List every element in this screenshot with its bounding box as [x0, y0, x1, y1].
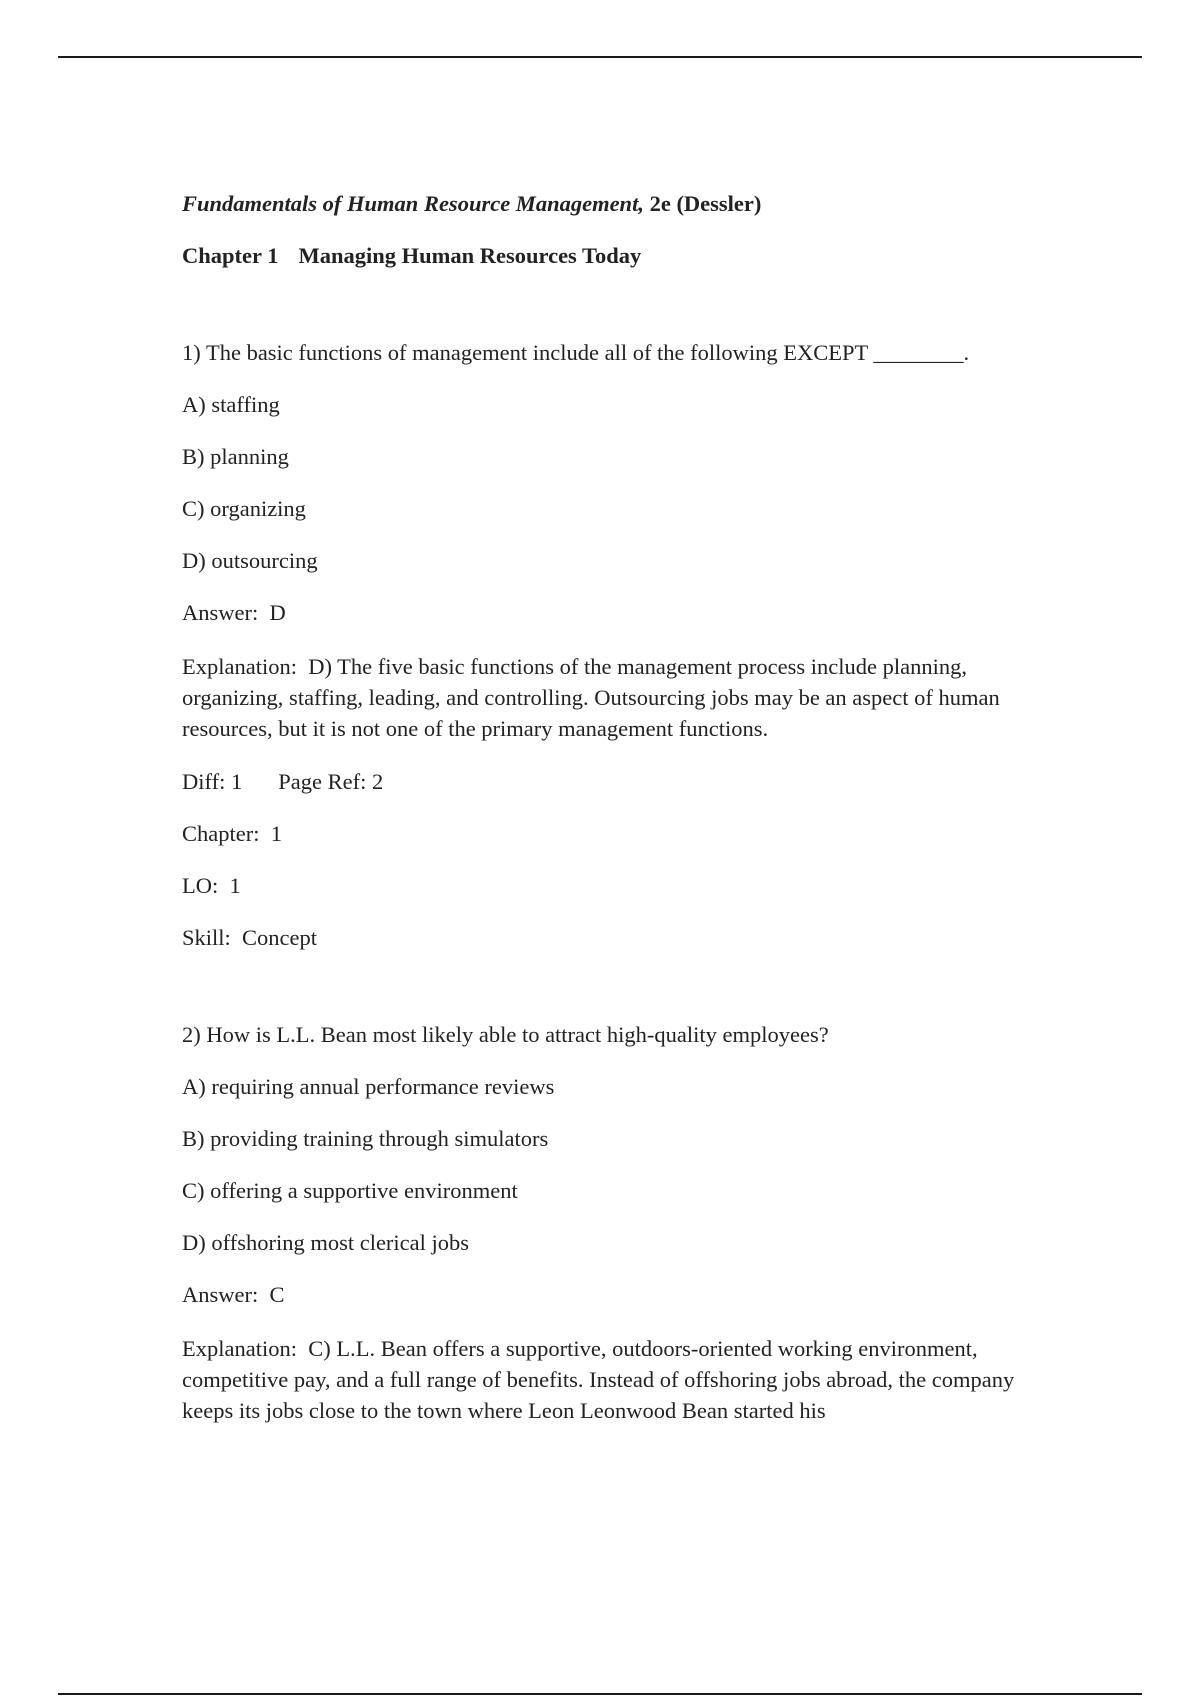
book-title-edition: 2e (Dessler) [643, 191, 762, 216]
answer-option-d: D) offshoring most clerical jobs [182, 1230, 470, 1255]
answer-option-a: A) staffing [182, 392, 280, 417]
question-1 [182, 339, 1062, 952]
difficulty: Diff: 1 [182, 769, 243, 794]
question-stem: 1) The basic functions of management include all of the following EXCEPT ________. [182, 340, 970, 365]
answer-option-c: C) organizing [182, 496, 306, 521]
bottom-rule [58, 1693, 1142, 1695]
answer-option-b: B) providing training through simulators [182, 1126, 549, 1151]
book-title [182, 190, 1062, 218]
answer-option-a: A) requiring annual performance reviews [182, 1074, 555, 1099]
learning-objective: LO: 1 [182, 873, 241, 898]
skill: Skill: Concept [182, 925, 317, 950]
question-2 [182, 1021, 1062, 1426]
book-title-italic: Fundamentals of Human Resource Management, [182, 191, 644, 216]
answer-key: Answer: C [182, 1282, 285, 1307]
page-ref: Page Ref: 2 [278, 769, 384, 794]
question-stem: 2) How is L.L. Bean most likely able to attract high-quality employees? [182, 1022, 829, 1047]
chapter-heading [182, 242, 1062, 270]
answer-option-d: D) outsourcing [182, 548, 318, 573]
chapter-title: Managing Human Resources Today [298, 243, 642, 268]
document-page [182, 190, 1062, 1426]
chapter-ref: Chapter: 1 [182, 821, 282, 846]
explanation: Explanation: D) The five basic functions of the management process include planning, organizing, staffing, leading, and controlling. Outsourcing jobs may be an aspect of human resources, but it is not one of the primary management functions. [182, 654, 1006, 741]
chapter-label: Chapter 1 [182, 243, 279, 268]
top-rule [58, 56, 1142, 58]
answer-key: Answer: D [182, 600, 286, 625]
explanation: Explanation: C) L.L. Bean offers a supportive, outdoors-oriented working environment, competitive pay, and a full range of benefits. Instead of offshoring jobs abroad, the company keeps its jobs close to the town where Leon Leonwood Bean started his [182, 1336, 1020, 1423]
answer-option-b: B) planning [182, 444, 289, 469]
difficulty-page-ref [182, 768, 1062, 796]
answer-option-c: C) offering a supportive environment [182, 1178, 518, 1203]
